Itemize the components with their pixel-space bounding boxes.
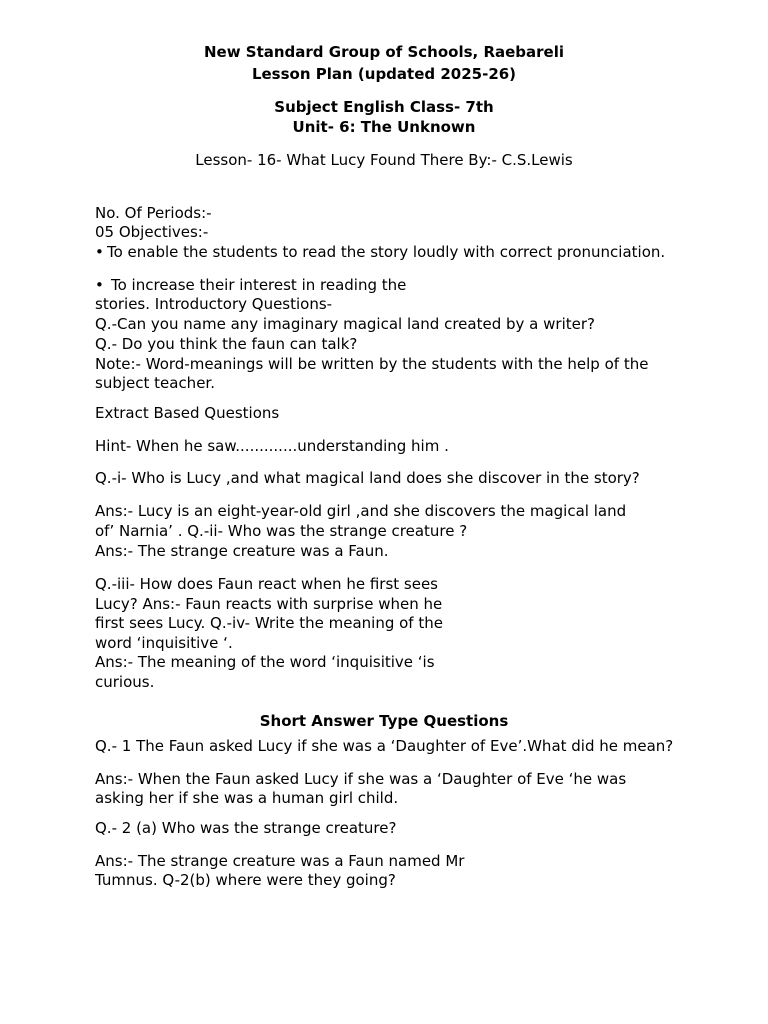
bullet-icon: • <box>95 276 104 294</box>
objective-item-1 <box>95 242 665 262</box>
subject-heading: Subject English Class- 7th <box>274 98 494 116</box>
short-answer-1-line-1: Ans:- When the Faun asked Lucy if she was a ‘Daughter of Eve ‘he was <box>95 770 627 788</box>
objective-item-2 <box>95 275 406 295</box>
extract-para-3-line-3: first sees Lucy. Q.-iv- Write the meaning of the <box>95 614 443 632</box>
lesson-plan-title: Lesson Plan (updated 2025-26) <box>251 65 517 83</box>
note-line-2: subject teacher. <box>95 374 215 392</box>
extract-answer-1-line-2: of’ Narnia’ . Q.-ii- Who was the strange creature ? <box>95 522 468 540</box>
objective-text-1: To enable the students to read the story loudly with correct pronunciation. <box>107 243 666 261</box>
short-answer-2-line-1: Ans:- The strange creature was a Faun named Mr <box>95 852 465 870</box>
objective-text-2-cont: stories. Introductory Questions- <box>95 295 333 313</box>
periods-label: No. Of Periods:- <box>95 204 212 222</box>
extract-answer-2: Ans:- The strange creature was a Faun. <box>95 542 389 560</box>
short-answer-heading: Short Answer Type Questions <box>259 712 509 730</box>
objective-text-2: To increase their interest in reading the <box>111 276 407 294</box>
extract-para-3-line-4: word ‘inquisitive ‘. <box>95 634 233 652</box>
extract-question-i: Q.-i- Who is Lucy ,and what magical land does she discover in the story? <box>95 469 640 487</box>
note-line-1: Note:- Word-meanings will be written by the students with the help of the <box>95 355 649 373</box>
intro-question-2: Q.- Do you think the faun can talk? <box>95 335 358 353</box>
intro-question-1: Q.-Can you name any imaginary magical land created by a writer? <box>95 315 595 333</box>
extract-para-3-line-6: curious. <box>95 673 155 691</box>
extract-para-3-line-5: Ans:- The meaning of the word ‘inquisitive ‘is <box>95 653 435 671</box>
extract-heading: Extract Based Questions <box>95 404 280 422</box>
short-answer-1-line-2: asking her if she was a human girl child. <box>95 789 399 807</box>
lesson-heading: Lesson- 16- What Lucy Found There By:- C.S.Lewis <box>195 151 573 169</box>
extract-hint: Hint- When he saw.............understanding him . <box>95 437 449 455</box>
extract-para-3-line-2: Lucy? Ans:- Faun reacts with surprise when he <box>95 595 443 613</box>
bullet-icon: • <box>95 243 104 261</box>
objectives-label: 05 Objectives:- <box>95 223 209 241</box>
school-title: New Standard Group of Schools, Raebareli <box>203 43 565 61</box>
short-question-1: Q.- 1 The Faun asked Lucy if she was a ‘Daughter of Eve’.What did he mean? <box>95 737 674 755</box>
unit-heading: Unit- 6: The Unknown <box>292 118 476 136</box>
extract-para-3-line-1: Q.-iii- How does Faun react when he first sees <box>95 575 439 593</box>
short-question-2: Q.- 2 (a) Who was the strange creature? <box>95 819 397 837</box>
extract-answer-1-line-1: Ans:- Lucy is an eight-year-old girl ,and she discovers the magical land <box>95 502 627 520</box>
short-answer-2-line-2: Tumnus. Q-2(b) where were they going? <box>95 871 396 889</box>
